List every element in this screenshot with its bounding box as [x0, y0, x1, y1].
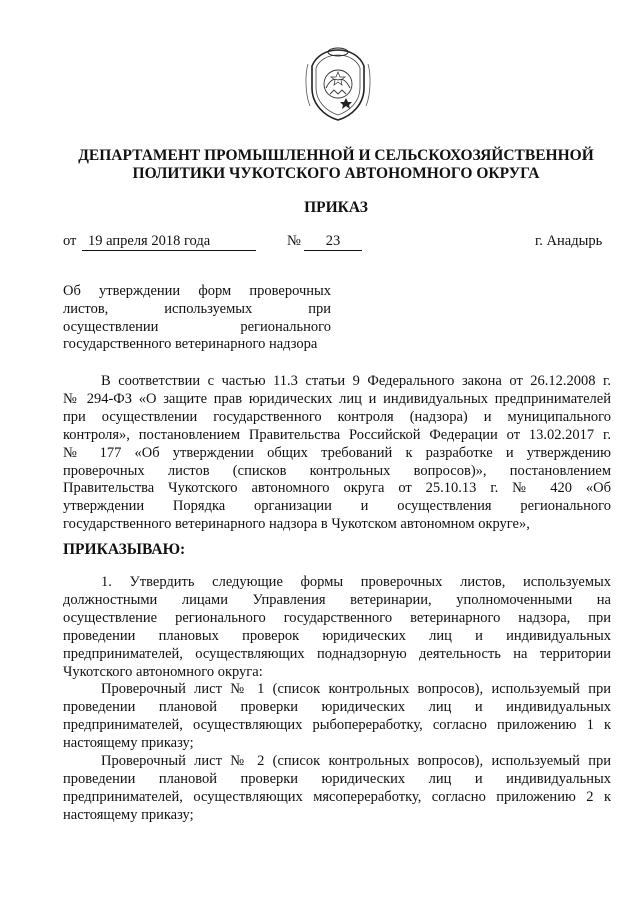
checklist-1-paragraph	[63, 681, 611, 753]
preamble-line: контроля», постановлением Правительства Российской Федерации от 13.02.2017 г.	[63, 426, 611, 443]
item-line: должностными лицами Управления ветеринарии, уполномоченными на	[63, 591, 611, 608]
item-line: 1. Утвердить следующие формы проверочных листов, используемых	[101, 574, 611, 590]
item-line: Чукотского автономного округа:	[63, 663, 263, 680]
preamble-line: государственного ветеринарного надзора в Чукотском автономном округе»,	[63, 516, 530, 533]
number-label: №	[287, 233, 301, 249]
preamble-line: В соответствии с частью 11.3 статьи 9 Федерального закона от 26.12.2008 г.	[101, 373, 611, 389]
preamble-line: № 294-ФЗ «О защите прав юридических лиц и индивидуальных предпринимателей	[63, 390, 611, 407]
order-subject	[63, 283, 331, 354]
checklist-line: Проверочный лист № 1 (список контрольных вопросов), используемый при	[101, 681, 611, 697]
preamble-line: Правительства Чукотского автономного округа от 25.10.13 г. № 420 «Об	[63, 480, 611, 497]
item-1-paragraph	[63, 574, 611, 681]
subject-line: листов, используемых при	[63, 300, 331, 317]
preamble-paragraph	[63, 373, 611, 534]
checklist-line: Проверочный лист № 2 (список контрольных вопросов), используемый при	[101, 753, 611, 769]
checklist-line: проведении плановой проверки юридических лиц и индивидуальных	[63, 770, 611, 787]
item-line: проведении плановых проверок юридических лиц и индивидуальных	[63, 627, 611, 644]
order-title: ПРИКАЗ	[304, 199, 368, 216]
preamble-line: № 177 «Об утверждении общих требований к разработке и утверждению	[63, 444, 611, 461]
checklist-line: предпринимателей, осуществляющих рыбопереработку, согласно приложению 1 к	[63, 716, 611, 733]
checklist-line: предпринимателей, осуществляющих мясопереработку, согласно приложению 2 к	[63, 788, 611, 805]
date-field	[82, 233, 256, 251]
checklist-line: проведении плановой проверки юридических лиц и индивидуальных	[63, 698, 611, 715]
order-number: 23	[304, 233, 362, 251]
subject-line: государственного ветеринарного надзора	[63, 336, 318, 353]
number-field	[304, 233, 362, 251]
checklist-line: настоящему приказу;	[63, 806, 194, 823]
city-name: г. Анадырь	[535, 233, 603, 249]
preamble-line: проверочных листов (списков контрольных вопросов)», постановлением	[63, 462, 611, 479]
order-directive-heading: ПРИКАЗЫВАЮ:	[63, 541, 186, 558]
order-date: 19 апреля 2018 года	[82, 233, 256, 251]
item-line: осуществление регионального государственного ветеринарного надзора, при	[63, 609, 611, 626]
department-name-line1: ДЕПАРТАМЕНТ ПРОМЫШЛЕННОЙ И СЕЛЬСКОХОЗЯЙСТВЕННОЙ	[78, 147, 594, 164]
subject-line: осуществлении регионального	[63, 318, 331, 335]
item-line: предпринимателей, осуществляющих поднадзорную деятельность на территории	[63, 645, 611, 662]
preamble-line: при осуществлении государственного контроля (надзора) и муниципального	[63, 408, 611, 425]
coat-of-arms-emblem	[302, 44, 374, 124]
subject-line: Об утверждении форм проверочных	[63, 283, 331, 299]
checklist-2-paragraph	[63, 753, 611, 825]
checklist-line: настоящему приказу;	[63, 734, 194, 751]
preamble-line: утверждении Порядка организации и осуществления регионального	[63, 498, 611, 515]
date-prefix: от	[63, 233, 77, 249]
department-name-line2: ПОЛИТИКИ ЧУКОТСКОГО АВТОНОМНОГО ОКРУГА	[132, 165, 540, 182]
